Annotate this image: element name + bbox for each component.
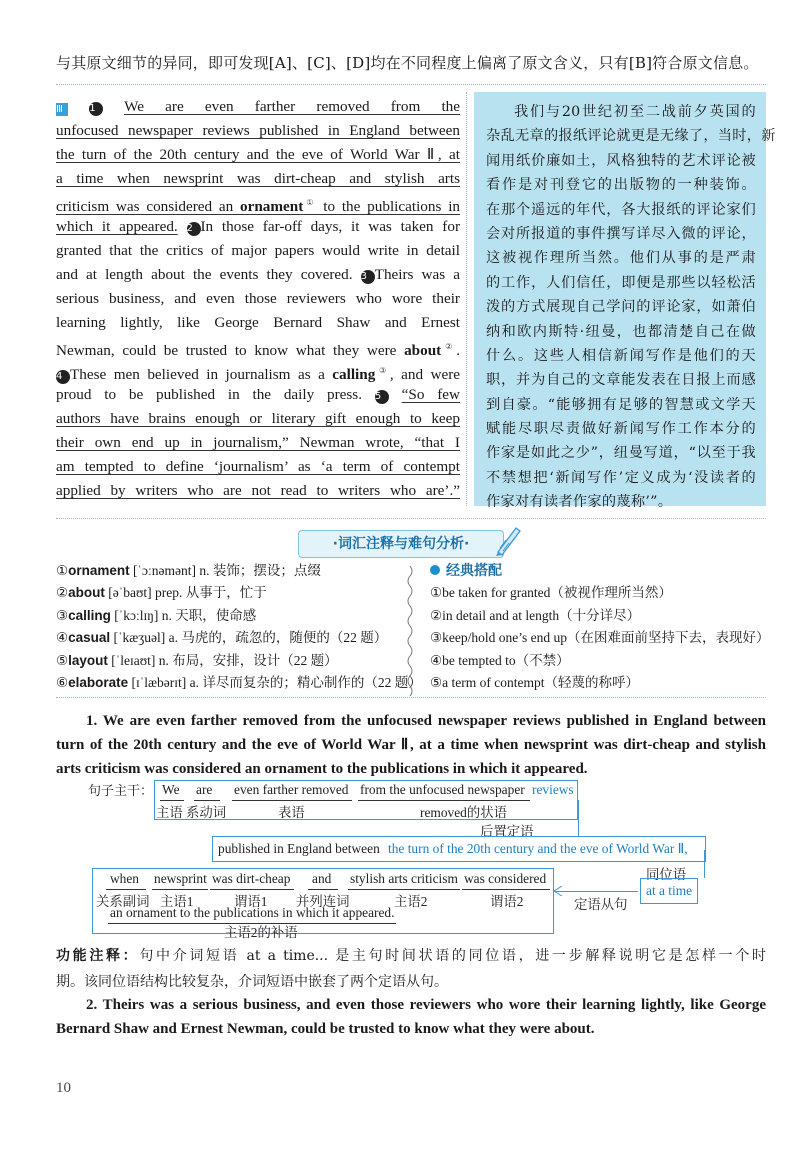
difficult-sentence-1 (56, 709, 766, 781)
translation-line: 泼的方式展现自己学问的评论家，如萧伯 (486, 299, 756, 316)
note-text: 句中介词短语 at a time... 是主句时间状语的同位语，进一步解释说明它是怎样一个时 (139, 948, 766, 964)
diagram-word: even farther removed (234, 782, 349, 797)
translation-line: 的工作，人们信任，即便是那些以轻松活 (486, 274, 756, 291)
passage-text: and at length about the events they covered. (56, 266, 353, 283)
footnote-mark: ③ (375, 366, 390, 375)
diagram-role: removed的状语 (420, 805, 508, 820)
translation-line: 在那个遥远的年代，各大报纸的评论家们 (486, 201, 756, 218)
pen-icon (492, 522, 522, 556)
diagram-role: 后置定语 (480, 824, 534, 839)
vocab-word: layout (68, 652, 108, 668)
collocation-item: ②in detail and at length（十分详尽） (430, 607, 641, 623)
passage-line: their own end up in journalism,” Newman wrote, “that I (56, 434, 460, 451)
passage-line: the turn of the 20th century and the eve of World War Ⅱ, at (56, 146, 460, 163)
post-attribute-box (212, 836, 706, 862)
sentence-line: turn of the 20th century and the eve of World War Ⅱ, at a time when newsprint was dirt-cheap and stylish (56, 737, 766, 753)
passage-line: serious business, and even those reviewers who wore their (56, 290, 460, 307)
appositive-box (640, 878, 698, 904)
passage-line: a time when newsprint was dirt-cheap and stylish arts (56, 170, 460, 187)
note-label: 功能注释： (56, 948, 140, 964)
diagram-role: 表语 (278, 805, 305, 820)
diagram-word: was considered (464, 871, 547, 886)
passage-text: Newman, could be trusted to know what they were (56, 342, 405, 360)
diagram-phrase: the turn of the 20th century and the eve of World War Ⅱ, (388, 841, 688, 856)
vocab-item (56, 672, 422, 694)
underline (348, 889, 460, 890)
vocab-item (56, 605, 408, 627)
vocab-item (56, 582, 408, 604)
footnote-mark: ② (441, 342, 457, 351)
translation-line: 作家是如此之少”，纽曼写道，“以至于我 (486, 445, 756, 462)
vocab-def: n. 装饰；摆设；点缀 (199, 563, 321, 578)
main-clause-box (154, 780, 578, 820)
diagram-word: from the unfocused newspaper (360, 782, 525, 797)
vocab-word: about (68, 585, 105, 601)
diagram-word: when (110, 871, 140, 886)
translation-line: 作家对有读者作家的蔑称’”。 (486, 494, 673, 511)
collocation-list (430, 560, 770, 694)
column-divider (466, 92, 467, 506)
vocab-ipa: [ˈɔːnəmənt] (133, 563, 196, 578)
diagram-role: 同位语 (646, 867, 687, 882)
passage-line: applied by writers who are not read to writers who are’.” (56, 482, 460, 499)
diagram-role: 并列连词 (296, 894, 350, 909)
vocab-item (56, 627, 408, 649)
passage-text: Theirs was a (374, 266, 461, 283)
vocab-item (56, 560, 408, 582)
attributive-clause-box (92, 868, 554, 934)
passage-text: In those far-off days, it was taken for (200, 218, 461, 235)
arrow-icon (554, 886, 564, 896)
connector-line (704, 850, 705, 878)
passage-line: am tempted to define ‘journalism’ as ‘a term of contempt (56, 458, 460, 475)
zigzag-divider (404, 566, 416, 696)
translation-line: 会对所报道的事件撰写详尽入微的评论， (486, 225, 756, 242)
connector-arrow (554, 891, 638, 892)
sentence-line: Bernard Shaw and Ernest Newman, could be trusted to know what they were about. (56, 1021, 595, 1037)
divider (56, 84, 766, 85)
sentence-line: arts criticism was considered an ornament to the publications in which it appeared. (56, 761, 588, 777)
sentence-number: 4 (56, 370, 70, 384)
passage-text: criticism was considered an (56, 198, 241, 216)
sentence-number: 1 (89, 102, 103, 116)
diagram-word: newsprint (154, 871, 207, 886)
diagram-word: reviews (532, 782, 574, 797)
vocab-num: ① (56, 563, 69, 578)
sentence-line: 1. We are even farther removed from the unfocused newspaper reviews published in England between (86, 713, 766, 729)
note-line (56, 943, 766, 969)
passage-line (56, 263, 460, 287)
diagram-word: stylish arts criticism (350, 871, 458, 886)
vocab-num: ③ (56, 607, 69, 623)
passage-line: authors have brains enough or literary gift enough to keep (56, 410, 460, 427)
intro-text-line: 与其原文细节的异同，即可发现[A]、[C]、[D]均在不同程度上偏离了原文含义，只有[B]符合原文信息。 (56, 54, 759, 72)
underline (358, 800, 530, 801)
diagram-role: 系动词 (186, 805, 227, 820)
vocab-word: calling (68, 607, 111, 623)
vocab-ipa: [ˈkæʒuəl] (113, 630, 166, 646)
underline (232, 800, 352, 801)
passage-text: These men believed in journalism as a (70, 366, 333, 384)
vocab-word: elaborate (68, 674, 129, 690)
diagram-role: 谓语1 (234, 894, 268, 909)
collocation-item: ①be taken for granted（被视作理所当然） (430, 585, 672, 601)
sentence-number: 2 (187, 222, 201, 236)
passage-text: to the publications in (316, 198, 461, 216)
vocab-num: ② (56, 585, 69, 601)
diagram-word: and (312, 871, 332, 886)
page-number: 10 (56, 1080, 71, 1096)
diagram-role: 关系副词 (96, 894, 150, 909)
vocab-ipa: [ˈkɔːlɪŋ] (114, 607, 159, 623)
translation-line: 不禁想把‘新闻写作’定义成为‘没读者的 (486, 469, 756, 486)
diagram-label: 句子主干： (88, 784, 154, 799)
note-line: 期。该同位语结构比较复杂，介词短语中嵌套了两个定语从句。 (56, 974, 448, 990)
vocab-word: ornament (68, 563, 130, 578)
diagram-role: 主语2的补语 (224, 925, 298, 940)
translation-line: 杂乱无章的报纸评论就更是无缘了，当时，新 (486, 128, 776, 145)
diagram-word: are (196, 782, 213, 797)
vocab-item (56, 650, 408, 672)
sentence-number: 3 (361, 270, 375, 284)
section-title: ·词汇注释与难句分析· (298, 530, 504, 558)
passage-paragraph (56, 95, 460, 503)
footnote-mark: ① (303, 198, 317, 207)
collocation-item: ④be tempted to（不禁） (430, 652, 570, 668)
passage-text: “So few (401, 386, 461, 403)
vocab-ipa: [əˈbaʊt] (108, 585, 152, 601)
underline (194, 800, 220, 801)
bullet-icon (430, 565, 440, 575)
passage-line: granted that the critics of major papers would write in detail (56, 242, 460, 259)
underline (210, 889, 294, 890)
collocation-item: ⑤a term of contempt（轻蔑的称呼） (430, 674, 639, 690)
collocation-item: ③keep/hold one’s end up（在困难面前坚持下去，表现好） (430, 630, 770, 646)
translation-box (474, 92, 776, 511)
passage-line (56, 95, 460, 119)
vocab-def: a. 马虎的，疏忽的，随便的（22 题） (168, 630, 388, 646)
collocation-title (430, 560, 770, 582)
passage-text: We are even farther removed from the (124, 98, 461, 115)
passage-line (56, 215, 460, 239)
passage-text: which it appeared. (56, 218, 178, 235)
vocab-num: ④ (56, 630, 69, 646)
passage-text: proud to be published in the daily press. (56, 386, 363, 403)
vocab-ipa: [ˈleɪaʊt] (111, 652, 156, 668)
passage-line (56, 359, 460, 383)
translation-line: 到自豪。“能够拥有足够的智慧或文学天 (486, 396, 756, 413)
divider (56, 697, 766, 698)
underline (160, 800, 184, 801)
translation-line: 闻用纸价廉如土，风格独特的艺术评论被 (486, 152, 756, 169)
passage-line (56, 191, 460, 215)
translation-line: 我们与20世纪初至二战前夕英国的 (514, 104, 756, 120)
passage-line: unfocused newspaper reviews published in England between (56, 122, 460, 139)
underline (462, 889, 550, 890)
vocab-word: about (404, 342, 442, 360)
underline (108, 923, 396, 924)
vocab-list (56, 560, 422, 694)
diagram-phrase: at a time (646, 883, 693, 898)
sentence-line: 2. Theirs was a serious business, and even those reviewers who wore their learning lightly, like George (86, 997, 766, 1013)
vocab-num: ⑤ (56, 652, 69, 668)
difficult-sentence-2 (56, 993, 766, 1041)
collocation-title-text: 经典搭配 (446, 563, 502, 579)
diagram-phrase: an ornament to the publications in which it appeared. (110, 905, 395, 920)
diagram-role: 主语 (156, 805, 183, 820)
diagram-phrase: published in England between (218, 841, 380, 856)
vocab-num: ⑥ (56, 674, 69, 690)
vocab-def: a. 详尽而复杂的；精心制作的（22 题） (189, 674, 422, 690)
diagram-role: 主语1 (160, 894, 194, 909)
underline (152, 889, 208, 890)
diagram-role: 主语2 (394, 894, 428, 909)
vocab-word: casual (68, 630, 111, 646)
passage-line (56, 383, 460, 407)
underline (106, 889, 146, 890)
translation-line: 职，并为自己的文章能发表在日报上而感 (486, 372, 756, 389)
passage-text: , and were (389, 366, 461, 384)
translation-line: 这被视作理所当然。他们从事的是严肃 (486, 250, 756, 267)
translation-line: 赋能尽职尽责做好新闻写作工作本分的 (486, 421, 756, 438)
passage-line: learning lightly, like George Bernard Shaw and Ernest (56, 314, 460, 331)
vocab-word: ornament (240, 198, 304, 216)
passage-line (56, 335, 460, 359)
diagram-word: was dirt-cheap (212, 871, 291, 886)
vocab-ipa: [ɪˈlæbərɪt] (131, 674, 187, 690)
diagram-word: We (162, 782, 180, 797)
diagram-role: 定语从句 (574, 897, 628, 912)
underline (308, 889, 338, 890)
divider (56, 518, 766, 519)
paragraph-marker-icon: Ⅲ (56, 103, 68, 116)
sentence-number: 5 (375, 390, 389, 404)
connector-line (578, 800, 579, 836)
vocab-def: prep. 从事于，忙于 (155, 585, 267, 601)
function-note (56, 943, 766, 995)
diagram-role: 谓语2 (490, 894, 524, 909)
translation-line: 纳和欧内斯特·纽曼，也都清楚自己在做 (486, 323, 756, 340)
vocab-word: calling (332, 366, 376, 384)
passage-text: . (456, 342, 460, 360)
translation-line: 什么。这些人相信新闻写作是他们的天 (486, 347, 756, 364)
translation-line: 看作是对刊登它的出版物的一种装饰。 (486, 177, 756, 194)
vocab-def: n. 天职，使命感 (161, 607, 257, 623)
vocab-def: n. 布局，安排，设计（22 题） (158, 652, 338, 668)
